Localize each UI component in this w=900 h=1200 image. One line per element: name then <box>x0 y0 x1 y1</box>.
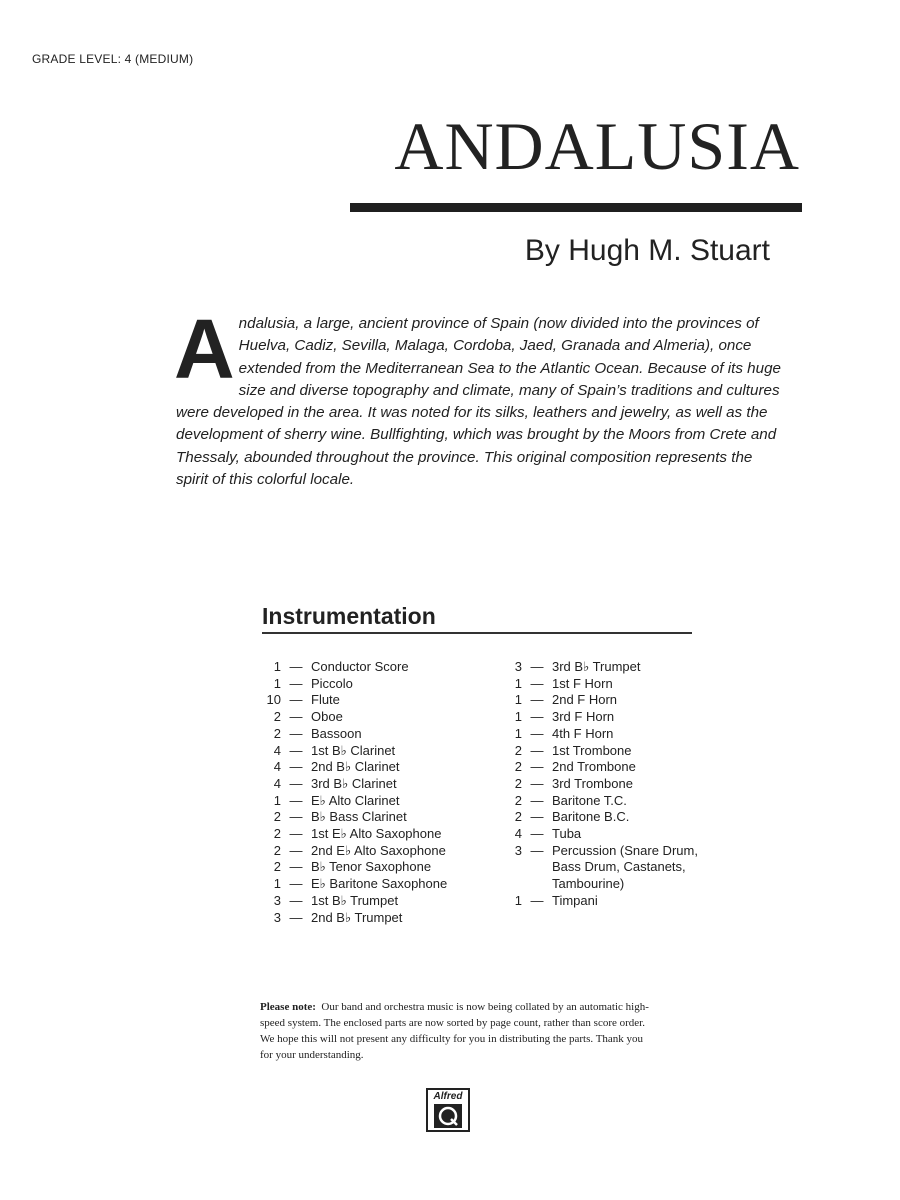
instrument-name: 2nd B♭ Clarinet <box>311 759 400 775</box>
title-divider <box>350 203 802 212</box>
instrument-dash: — <box>289 909 303 925</box>
instrumentation-heading: Instrumentation <box>262 603 436 629</box>
intro-paragraph <box>174 302 788 491</box>
instrument-name: 2nd E♭ Alto Saxophone <box>311 842 446 858</box>
instrument-row <box>256 876 447 893</box>
instrument-quantity: 2 <box>273 725 281 741</box>
instrument-dash: — <box>289 659 303 674</box>
instrument-row <box>256 859 447 876</box>
instrument-row <box>497 793 698 810</box>
instrument-quantity: 1 <box>514 692 522 708</box>
instrument-row <box>497 659 698 676</box>
instrument-row <box>497 692 698 709</box>
instrument-name: Timpani <box>552 892 598 908</box>
instrument-quantity: 3 <box>273 892 281 908</box>
instrument-dash: — <box>530 742 544 758</box>
instrument-quantity: 2 <box>514 742 522 758</box>
instrument-dash: — <box>289 775 303 791</box>
logo-wordmark: Alfred <box>433 1091 463 1102</box>
grade-level: GRADE LEVEL: 4 (MEDIUM) <box>32 52 194 66</box>
instrument-quantity: 4 <box>273 742 281 758</box>
instrument-quantity: 2 <box>273 809 281 825</box>
instrument-row <box>256 910 447 927</box>
instrument-quantity: 1 <box>273 876 281 892</box>
instrument-name: Baritone T.C. <box>552 792 627 808</box>
instrument-quantity: 1 <box>514 709 522 725</box>
instrumentation-divider <box>262 632 692 634</box>
instrument-name: Piccolo <box>311 675 353 691</box>
instrument-name: 3rd F Horn <box>552 709 615 725</box>
instrument-name: 2nd B♭ Trumpet <box>311 909 403 925</box>
drop-cap: A <box>174 302 235 396</box>
instrument-name: Percussion (Snare Drum, Bass Drum, Castanets, Tambourine) <box>552 842 698 892</box>
instrument-dash: — <box>289 742 303 758</box>
instrument-row <box>256 726 447 743</box>
logo-emblem <box>434 1104 462 1128</box>
instrument-list-left <box>256 659 447 926</box>
instrument-dash: — <box>289 809 303 825</box>
instrument-dash: — <box>530 709 544 725</box>
instrument-dash: — <box>289 842 303 858</box>
instrument-quantity: 2 <box>514 775 522 791</box>
instrument-name: 1st B♭ Clarinet <box>311 742 396 758</box>
instrument-name: 1st E♭ Alto Saxophone <box>311 826 442 842</box>
instrument-name: 2nd Trombone <box>552 759 636 775</box>
instrument-row <box>256 843 447 860</box>
instrument-dash: — <box>289 709 303 725</box>
instrument-dash: — <box>530 826 544 842</box>
instrument-name: 2nd F Horn <box>552 692 618 708</box>
instrument-quantity: 1 <box>273 792 281 808</box>
instrument-quantity: 2 <box>273 826 281 842</box>
instrument-dash: — <box>530 775 544 791</box>
instrument-name: 1st F Horn <box>552 675 613 691</box>
instrument-row <box>256 692 447 709</box>
instrument-name: Flute <box>311 692 340 708</box>
instrument-row <box>497 776 698 793</box>
instrument-row <box>497 709 698 726</box>
instrument-row <box>256 676 447 693</box>
instrument-name: B♭ Tenor Saxophone <box>311 859 432 875</box>
instrument-row <box>256 893 447 910</box>
instrument-quantity: 2 <box>514 792 522 808</box>
instrument-row <box>497 759 698 776</box>
instrument-dash: — <box>530 809 544 825</box>
instrument-name: Oboe <box>311 709 343 725</box>
instrument-name: 4th F Horn <box>552 725 614 741</box>
instrument-dash: — <box>289 759 303 775</box>
instrument-name: 3rd B♭ Trumpet <box>552 659 641 674</box>
instrument-dash: — <box>289 725 303 741</box>
instrument-quantity: 1 <box>514 675 522 691</box>
instrument-quantity: 2 <box>514 809 522 825</box>
instrument-row <box>497 676 698 693</box>
instrument-quantity: 4 <box>273 775 281 791</box>
instrument-quantity: 3 <box>273 909 281 925</box>
instrument-row <box>256 659 447 676</box>
instrument-row <box>497 826 698 843</box>
intro-text: ndalusia, a large, ancient province of Spain (now divided into the provinces of Huelva, Cadiz, Sevilla, Malaga, Cordoba, Jaed, Granada and Almeria), once extended from the Mediterranean Sea to the Atlantic Ocean. Because of its huge size and diverse topography and climate, many of Spain’s traditions and cultures were developed in the area. It was noted for its silks, leathers and jewelry, as well as the development of sherry wine. Bullfighting, which was brought by the Moors from Crete and Thessaly, abounded throughout the province. This original composition represents the spirit of this colorful locale. <box>176 315 781 489</box>
instrument-dash: — <box>530 692 544 708</box>
alfred-logo-icon <box>426 1088 470 1132</box>
instrument-row <box>497 743 698 760</box>
instrument-quantity: 1 <box>273 675 281 691</box>
instrument-row <box>256 709 447 726</box>
instrument-quantity: 2 <box>514 759 522 775</box>
note-label: Please note: <box>260 1001 316 1013</box>
instrument-list-right <box>497 659 698 910</box>
composer-byline: By Hugh M. Stuart <box>524 234 770 267</box>
instrument-dash: — <box>289 859 303 875</box>
page-title: ANDALUSIA <box>394 108 800 184</box>
instrument-quantity: 2 <box>273 842 281 858</box>
instrument-dash: — <box>289 792 303 808</box>
instrument-name: Baritone B.C. <box>552 809 630 825</box>
instrument-name: Tuba <box>552 826 582 842</box>
instrument-row <box>256 826 447 843</box>
instrument-quantity: 10 <box>266 692 281 708</box>
instrument-row <box>497 843 698 893</box>
instrument-dash: — <box>289 876 303 892</box>
instrument-dash: — <box>530 675 544 691</box>
instrument-quantity: 1 <box>273 659 281 674</box>
instrument-dash: — <box>530 725 544 741</box>
instrument-row <box>256 809 447 826</box>
instrument-dash: — <box>530 659 544 674</box>
instrument-row <box>497 893 698 910</box>
instrument-dash: — <box>289 826 303 842</box>
instrument-name: Bassoon <box>311 725 362 741</box>
instrument-quantity: 4 <box>273 759 281 775</box>
instrument-dash: — <box>289 692 303 708</box>
instrument-row <box>256 776 447 793</box>
instrument-dash: — <box>530 842 544 858</box>
instrument-name: B♭ Bass Clarinet <box>311 809 407 825</box>
instrument-row <box>497 809 698 826</box>
instrument-name: 1st B♭ Trumpet <box>311 892 399 908</box>
instrument-dash: — <box>289 892 303 908</box>
instrument-dash: — <box>289 675 303 691</box>
instrument-dash: — <box>530 792 544 808</box>
instrument-quantity: 4 <box>514 826 522 842</box>
instrument-row <box>256 759 447 776</box>
instrument-name: E♭ Alto Clarinet <box>311 792 400 808</box>
instrument-quantity: 1 <box>514 892 522 908</box>
instrument-dash: — <box>530 892 544 908</box>
instrument-row <box>256 793 447 810</box>
instrument-name: Conductor Score <box>311 659 409 674</box>
instrument-quantity: 2 <box>273 709 281 725</box>
note-text: Our band and orchestra music is now being collated by an automatic high-speed system. The enclosed parts are now sorted by page count, rather than score order. We hope this will not present any difficulty for you in distributing the parts. Thank you for your understanding. <box>260 1001 649 1061</box>
instrument-name: 3rd Trombone <box>552 775 633 791</box>
instrument-row <box>256 743 447 760</box>
instrument-name: 3rd B♭ Clarinet <box>311 775 397 791</box>
collation-note <box>260 999 652 1063</box>
instrument-quantity: 3 <box>514 659 522 674</box>
instrument-name: 1st Trombone <box>552 742 632 758</box>
instrument-name: E♭ Baritone Saxophone <box>311 876 448 892</box>
instrument-quantity: 2 <box>273 859 281 875</box>
instrument-dash: — <box>530 759 544 775</box>
instrument-quantity: 3 <box>514 842 522 858</box>
instrument-row <box>497 726 698 743</box>
instrument-quantity: 1 <box>514 725 522 741</box>
